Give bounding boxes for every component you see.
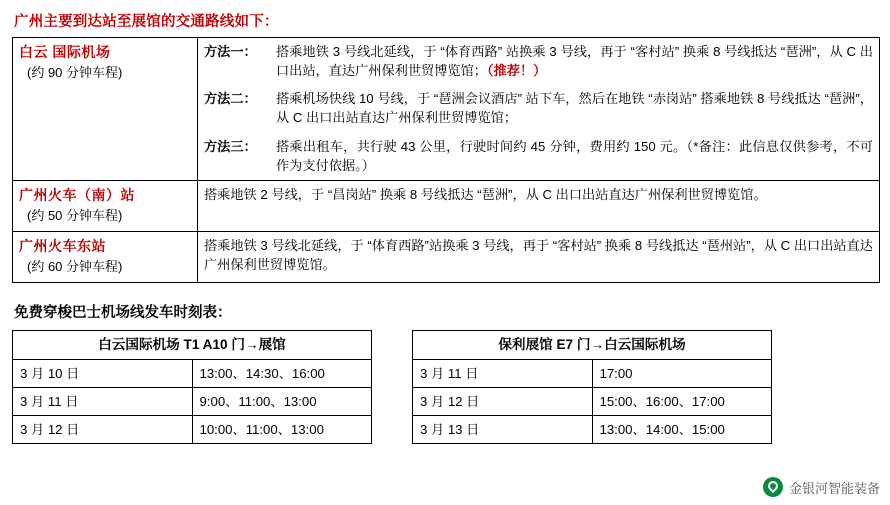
station-name: 广州火车（南）站 — [19, 186, 135, 203]
table-header-row — [413, 331, 772, 360]
table-row — [413, 416, 772, 444]
method-text: 搭乘机场快线 10 号线，于 “琶洲会议酒店” 站下车，然后在地铁 “赤岗站” 搭乘地铁 8 号线抵达 “琶洲”，从 C 出口出站直达广州保利世贸博览馆； — [276, 91, 873, 126]
shuttle-times: 13:00、14:00、15:00 — [592, 416, 772, 444]
station-cell-airport — [13, 38, 198, 181]
shuttle-times: 17:00 — [592, 359, 772, 387]
watermark — [763, 477, 880, 497]
shuttle-date: 3 月 11 日 — [413, 359, 593, 387]
shuttle-table-to-venue — [12, 330, 372, 444]
station-name: 白云 国际机场 — [19, 44, 111, 60]
method-text: 搭乘出租车，共行驶 43 公里，行驶时间约 45 分钟，费用约 150 元。（*备注：此信息仅供参考，不可作为支付依据。） — [276, 138, 873, 173]
station-cell-east-railway — [13, 231, 198, 282]
transport-routes-table — [12, 37, 880, 283]
shuttle-date: 3 月 10 日 — [13, 359, 193, 387]
wechat-logo-icon — [763, 477, 783, 497]
table-row — [13, 387, 372, 415]
page-title: 广州主要到达站至展馆的交通路线如下： — [14, 14, 279, 30]
shuttle-times: 10:00、11:00、13:00 — [192, 416, 372, 444]
table-row — [13, 231, 880, 282]
shuttle-times: 13:00、14:30、16:00 — [192, 359, 372, 387]
station-duration: (约 60 分钟车程) — [27, 259, 123, 275]
method-item — [204, 137, 873, 175]
shuttle-date: 3 月 12 日 — [413, 387, 593, 415]
shuttle-left-header: 白云国际机场 T1 A10 门→展馆 — [13, 331, 372, 360]
shuttle-title: 免费穿梭巴士机场线发车时刻表： — [14, 305, 232, 322]
method-item — [204, 42, 873, 80]
method-label: 方法三： — [204, 138, 257, 154]
shuttle-date: 3 月 12 日 — [13, 416, 193, 444]
station-duration: (约 90 分钟车程) — [27, 65, 123, 81]
station-duration: (约 50 分钟车程) — [27, 208, 123, 224]
table-row — [13, 38, 880, 181]
shuttle-table-to-airport — [412, 330, 772, 444]
shuttle-right-header: 保利展馆 E7 门→白云国际机场 — [413, 331, 772, 360]
table-header-row — [13, 331, 372, 360]
shuttle-times: 15:00、16:00、17:00 — [592, 387, 772, 415]
station-cell-south-railway — [13, 180, 198, 231]
station-name: 广州火车东站 — [19, 237, 106, 254]
table-row — [13, 416, 372, 444]
shuttle-date: 3 月 11 日 — [13, 387, 193, 415]
table-row — [13, 359, 372, 387]
method-text — [276, 42, 873, 80]
methods-cell-airport — [198, 38, 880, 181]
watermark-label: 金银河智能装备 — [788, 480, 880, 496]
table-row — [13, 180, 880, 231]
shuttle-date: 3 月 13 日 — [413, 416, 593, 444]
shuttle-times: 9:00、11:00、13:00 — [192, 387, 372, 415]
table-row — [413, 359, 772, 387]
method-label: 方法一： — [204, 44, 257, 59]
recommended-badge: （推荐！） — [487, 63, 547, 79]
method-item — [204, 89, 873, 127]
table-row — [413, 387, 772, 415]
shuttle-schedules — [12, 330, 880, 444]
methods-cell-east-railway: 搭乘地铁 3 号线北延线，于 “体育西路”站换乘 3 号线，再于 “客村站” 换乘 8 号线抵达 “琶州站”，从 C 出口出站直达广州保利世贸博览馆。 — [198, 231, 880, 282]
method-label: 方法二： — [204, 91, 257, 107]
methods-cell-south-railway: 搭乘地铁 2 号线，于 “昌岗站” 换乘 8 号线抵达 “琶洲”，从 C 出口出站直达广州保利世贸博览馆。 — [198, 180, 880, 231]
method-body: 搭乘地铁 3 号线北延线，于 “体育西路” 站换乘 3 号线，再于 “客村站” 换乘 8 号线抵达 “琶洲”，从 C 出口出站，直达广州保利世贸博览馆； — [276, 44, 873, 79]
